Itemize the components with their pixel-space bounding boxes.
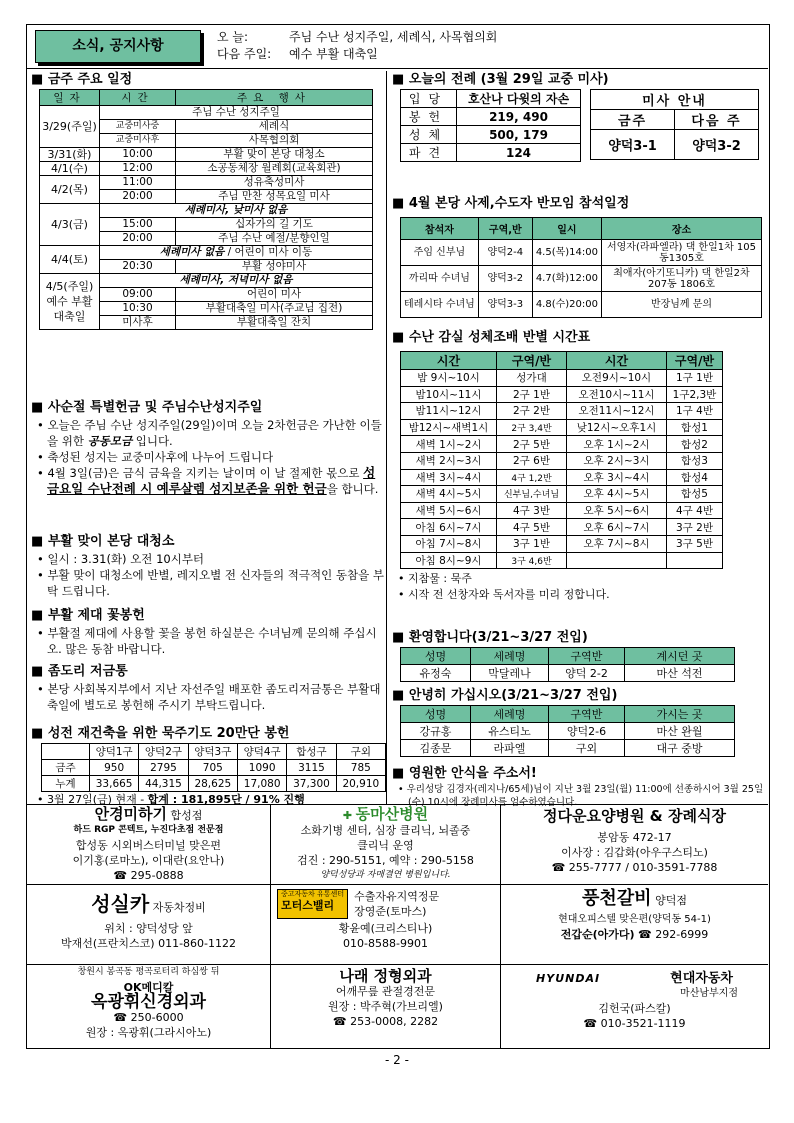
table-cell: 3구 2반: [667, 519, 723, 536]
ad-carrepair[interactable]: 성실카 자동차정비 위치 : 양덕성당 앞 박재선(프란치스코) 011-860-1122: [27, 885, 271, 965]
time-cell: 15:00: [100, 218, 176, 232]
ad-motors[interactable]: 중고자동차 유통센터 모터스밸리 수출자유지역정문 장영준(토마스) 황윤예(크리스티나) 010-8588-9901: [271, 885, 501, 965]
col-event: 주요 행사: [176, 90, 373, 106]
table-cell: 오후 5시~6시: [567, 502, 667, 519]
ad-nursing[interactable]: 정다운요양병원 & 장례식장 봉암동 472-17 이사장 : 김갑화(아우구스티노) ☎ 255-7777 / 010-3591-7788: [501, 805, 768, 885]
table-cell: 4구 4반: [667, 502, 723, 519]
time-cell: 교중미사후: [100, 134, 176, 148]
event-cell: 소공동체장 월례회(교육회관): [176, 162, 373, 176]
event-note: / 어린이 미사 이동: [224, 246, 313, 258]
cleaning-heading: ■ 부활 맞이 본당 대청소: [27, 533, 386, 551]
ad-optician[interactable]: 안경미하기 합성점 하드 RGP 콘텍트, 누진다초점 전문점 합성동 시외버스터미널 맞은편 이기홍(로마노), 이대란(요안나) ☎ 295-0888: [27, 805, 271, 885]
right-column: [388, 71, 768, 808]
bond-heading: ■ 성전 재건축을 위한 묵주기도 20만단 봉헌: [27, 725, 386, 743]
table-cell: 4구 1,2반: [497, 469, 567, 486]
left-column: [27, 71, 387, 804]
next-label: 다음 주일:: [217, 47, 272, 61]
liturgy-table: 입당 호산나 다윗의 자손 봉헌 219, 490 성체 500, 179 파견 124: [400, 89, 581, 162]
event-cell: 부활 맞이 본당 대청소: [176, 148, 373, 162]
date-cell: 4/1(수): [40, 162, 100, 176]
date-cell: 4/2(목): [40, 176, 100, 204]
flowers-section: [27, 607, 386, 657]
ad-neurosurgery[interactable]: 창원시 봉곡동 평곡로터리 하심쌍 뒤 OK메디칼 옥광휘신경외과 ☎ 250-6000 원장 : 옥광휘(그라시아노): [27, 965, 271, 1048]
table-cell: 오후 7시~8시: [567, 535, 667, 552]
bullet: • 부활절 제대에 사용할 꽃을 봉헌 하실분은 수녀님께 문의해 주십시오. 많은 동참 바랍니다.: [33, 625, 386, 657]
meeting-heading: ■ 4월 본당 사제,수도자 반모임 참석일정: [388, 195, 768, 213]
event-cell: 사목협의회: [176, 134, 373, 148]
today-text: 주님 수난 성지주일, 세례식, 사목협의회: [289, 30, 498, 44]
ads-area: [27, 804, 768, 1047]
time-cell: 12:00: [100, 162, 176, 176]
page-title: 소식, 공지사항: [35, 30, 201, 63]
table-cell: 합성1: [667, 419, 723, 436]
confession-heading: ■ 수난 감실 성체조배 반별 시간표: [388, 329, 768, 347]
farewell-section: [388, 687, 768, 757]
table-cell: 새벽 3시~4시: [401, 469, 497, 486]
date-cell: 3/29(주일): [40, 106, 100, 148]
gospel-heading: ■ 오늘의 전례 (3월 29일 교중 미사): [388, 71, 768, 89]
event-cell: 부활대축일 잔치: [176, 316, 373, 330]
table-cell: 성가대: [497, 370, 567, 387]
time-cell: 10:30: [100, 302, 176, 316]
time-cell: 10:00: [100, 148, 176, 162]
date-cell: 3/31(화): [40, 148, 100, 162]
cleaning-section: [27, 533, 386, 599]
table-row: [401, 370, 723, 387]
event-cell: [100, 246, 373, 260]
table-cell: 밤12시~새벽1시: [401, 419, 497, 436]
event-cell: 세례식: [176, 120, 373, 134]
bullet: • 시작 전 선창자와 독서자를 미리 정합니다.: [394, 587, 768, 603]
table-cell: [667, 552, 723, 569]
ad-orthopedics[interactable]: 나래 정형외과 어깨무릎 관절경전문 원장 : 박주혁(가브리엘) ☎ 253-0008, 2282: [271, 965, 501, 1048]
table-row: [401, 419, 723, 436]
table-cell: 밤 9시~10시: [401, 370, 497, 387]
bullet: • 부활 맞이 대청소에 반별, 레지오별 전 신자들의 적극적인 동참을 부탁 드립니다.: [33, 567, 386, 599]
time-cell: 교중미사중: [100, 120, 176, 134]
ad-hospital[interactable]: ✚ 동마산병원 소화기병 센터, 심장 클리닉, 뇌졸중 클리닉 운영 검진 : 290-5151, 예약 : 290-5158 양덕성당과 자매결연 병원입니다.: [271, 805, 501, 885]
table-cell: 2구 6반: [497, 452, 567, 469]
bond-note: • 3월 27일(금) 현재 - 합계 : 181,895단 / 91% 진행: [33, 792, 386, 808]
table-cell: 새벽 4시~5시: [401, 486, 497, 503]
time-cell: 11:00: [100, 176, 176, 190]
time-cell: 09:00: [100, 288, 176, 302]
table-cell: 합성2: [667, 436, 723, 453]
table-cell: 2구 1반: [497, 386, 567, 403]
event-cell: 주님 수난 예절/분향인일: [176, 232, 373, 246]
table-cell: 합성3: [667, 452, 723, 469]
confession-section: [388, 329, 768, 603]
gospel-section: [388, 71, 768, 162]
schedule-heading: ■ 금주 주요 일정: [27, 71, 386, 89]
table-cell: 오전11시~12시: [567, 403, 667, 420]
col-date: 일자: [40, 90, 100, 106]
time-cell: 20:00: [100, 232, 176, 246]
header: [27, 25, 768, 69]
table-cell: 새벽 1시~2시: [401, 436, 497, 453]
table-cell: 아침 8시~9시: [401, 552, 497, 569]
bullet: • 지참물 : 묵주: [394, 571, 768, 587]
event-cell: 성유축성미사: [176, 176, 373, 190]
table-cell: 3구 1반: [497, 535, 567, 552]
table-cell: 합성4: [667, 469, 723, 486]
event-cell: 주님 만찬 성목요일 미사: [176, 190, 373, 204]
table-cell: 1구2,3반: [667, 386, 723, 403]
event-cell: 세례미사, 낮미사 없음: [100, 204, 373, 218]
table-cell: 오전10시~11시: [567, 386, 667, 403]
farewell-heading: ■ 안녕히 가십시오(3/21~3/27 전입): [388, 687, 768, 705]
table-cell: 4구 3반: [497, 502, 567, 519]
table-row: [401, 486, 723, 503]
savings-section: [27, 663, 386, 713]
table-cell: 아침 6시~7시: [401, 519, 497, 536]
time-cell: 20:00: [100, 190, 176, 204]
bullet: • 4월 3일(금)은 금식 금육을 지키는 날이며 이 날 절제한 몫으로 성금요일 수난전례 시 예루살렘 성지보존을 위한 헌금을 합니다.: [33, 465, 386, 497]
bond-section: [27, 725, 386, 808]
table-cell: [567, 552, 667, 569]
meeting-table: 참석자 구역,반 일시 장소 주임 신부님 양덕2-4 4.5(목)14:00 서영자(라파엘라) 댁 한일1차 105동1305호 까리따 수녀님 양덕3-2 4.7(화)12:00 최애자(아기또니카) 댁 한일2차 207동 1806호 테레시타 수녀님 양덕3-3 4.8(수)20:00 반장님께 문의: [400, 217, 762, 318]
bulletin-page: [26, 24, 770, 1049]
bullet: • 우리성당 김경자(레지나/65세)님이 지난 3월 23일(월) 11:00에 선종하시어 3월 25일(수) 10시에 장례미사를 엄수하였습니다.: [394, 783, 768, 809]
meeting-section: [388, 195, 768, 318]
bullet: • 축성된 성지는 교중미사후에 나누어 드립니다: [33, 449, 386, 465]
welcome-section: [388, 629, 768, 682]
collection-section: [27, 399, 386, 497]
page-number: - 2 -: [385, 1053, 409, 1067]
table-cell: 오후 3시~4시: [567, 469, 667, 486]
adoration-table: 시간 구역/반 시간 구역/반 밤 9시~10시 성가대 오전9시~10시 1구 1반 밤10시~11시 2구 1반 오전10시~11시 1구2,3반 밤11시~12시 2구 2반 오전11시~12시 1구 4반 밤12시~새벽1시 2구 3,4반 낮12시~오후1시 합성1 새벽 1시~2시 2구 5반 오후 1시~2시 합성2 새벽 2시~3시 2구 6반 오후 2시~3시 합성3 새벽 3시~4시 4구 1,2반 오후 3시~4시 합성4 새벽 4시~5시 신부님,수녀님 오후 4시~5시 합성5 새벽 5시~6시 4구 3반 오후 5시~6시 4구 4반 아침 6시~7시 4구 5반 오후 6시~7시 3구 2반 아침 7시~8시 3구 1반 오후 7시~8시 3구 5반 아침 8시~9시 3구 4,6반: [400, 351, 723, 569]
time-cell: 20:30: [100, 260, 176, 274]
table-row: [401, 502, 723, 519]
rest-heading: ■ 영원한 안식을 주소서!: [388, 765, 768, 783]
event-cell: 부활대축일 미사(주교님 집전): [176, 302, 373, 316]
next-text: 예수 부활 대축일: [289, 47, 378, 61]
schedule-section: [27, 71, 386, 330]
notice: [217, 29, 497, 63]
welcome-table: 성명 세례명 구역반 계시던 곳 유정숙 막달레나 양덕 2-2 마산 석전: [400, 647, 735, 682]
bullet: • 오늘은 주님 수난 성지주일(29일)이며 오늘 2차헌금은 가난한 이들을 위한 공동모금 입니다.: [33, 417, 386, 449]
table-cell: 3구 5반: [667, 535, 723, 552]
table-cell: 4구 5반: [497, 519, 567, 536]
date-cell: 4/4(토): [40, 246, 100, 274]
col-time: 시간: [100, 90, 176, 106]
table-cell: 낮12시~오후1시: [567, 419, 667, 436]
event-cell: 주님 수난 성지주일: [100, 106, 373, 120]
date-cell: 4/5(주일) 예수 부활대축일: [40, 274, 100, 330]
table-cell: 밤10시~11시: [401, 386, 497, 403]
today-label: 오 늘:: [217, 30, 249, 44]
event-cell: 어린이 미사: [176, 288, 373, 302]
table-cell: 오후 6시~7시: [567, 519, 667, 536]
table-cell: 합성5: [667, 486, 723, 503]
farewell-table: 성명 세례명 구역반 가시는 곳 강규홍 유스티노 양덕2-6 마산 완월 김종문 라파엘 구외 대구 중방: [400, 705, 735, 757]
time-cell: 미사후: [100, 316, 176, 330]
bullet: • 일시 : 3.31(화) 오전 10시부터: [33, 551, 386, 567]
bond-table: 양덕1구 양덕2구 양덕3구 양덕4구 합성구 구외 금주 950 2795 705 1090 3115 785 누계 33,665 44,315 28,625 17,080 37,300 20,910: [41, 743, 386, 792]
event-cell: 십자가의 길 기도: [176, 218, 373, 232]
schedule-table: [39, 89, 373, 330]
welcome-heading: ■ 환영합니다(3/21~3/27 전입): [388, 629, 768, 647]
table-row: [401, 452, 723, 469]
bullet: • 본당 사회복지부에서 지난 자선주일 배포한 좀도리저금통은 부활대축일에 별도로 봉헌해 주시기 부탁드립니다.: [33, 681, 386, 713]
cross-icon: ✚: [342, 809, 353, 822]
event-note: 세례미사 없음: [159, 246, 225, 258]
table-cell: 오후 1시~2시: [567, 436, 667, 453]
table-cell: 새벽 2시~3시: [401, 452, 497, 469]
table-row: [401, 469, 723, 486]
ad-galbi[interactable]: 풍천갈비 양덕점 현대오피스텔 맞은편(양덕동 54-1) 전갑순(아가다) ☎ 292-6999: [501, 885, 768, 965]
table-cell: 오후 4시~5시: [567, 486, 667, 503]
table-cell: 신부님,수녀님: [497, 486, 567, 503]
table-cell: 2구 5반: [497, 436, 567, 453]
ad-hyundai[interactable]: HYUNDAI 현대자동차 마산남부지점 김헌국(파스칼) ☎ 010-3521-1119: [536, 971, 738, 1030]
table-cell: 1구 4반: [667, 403, 723, 420]
flowers-heading: ■ 부활 제대 꽃봉헌: [27, 607, 386, 625]
table-cell: 오전9시~10시: [567, 370, 667, 387]
table-cell: 밤11시~12시: [401, 403, 497, 420]
table-row: [401, 535, 723, 552]
table-row: [401, 552, 723, 569]
table-cell: 새벽 5시~6시: [401, 502, 497, 519]
date-cell: 4/3(금): [40, 204, 100, 246]
mass-table: 미사 안내 금주 다음 주 양덕3-1 양덕3-2: [590, 89, 759, 160]
table-row: [401, 386, 723, 403]
table-cell: 2구 2반: [497, 403, 567, 420]
table-row: [401, 519, 723, 536]
event-cell: 부활 성야미사: [176, 260, 373, 274]
table-row: [401, 403, 723, 420]
rest-section: [388, 765, 768, 809]
table-cell: 2구 3,4반: [497, 419, 567, 436]
event-cell: 세례미사, 저녁미사 없음: [100, 274, 373, 288]
collection-heading: ■ 사순절 특별헌금 및 주님수난성지주일: [27, 399, 386, 417]
table-row: [401, 436, 723, 453]
savings-heading: ■ 좀도리 저금통: [27, 663, 386, 681]
table-cell: 1구 1반: [667, 370, 723, 387]
table-cell: 아침 7시~8시: [401, 535, 497, 552]
table-cell: 오후 2시~3시: [567, 452, 667, 469]
table-cell: 3구 4,6반: [497, 552, 567, 569]
